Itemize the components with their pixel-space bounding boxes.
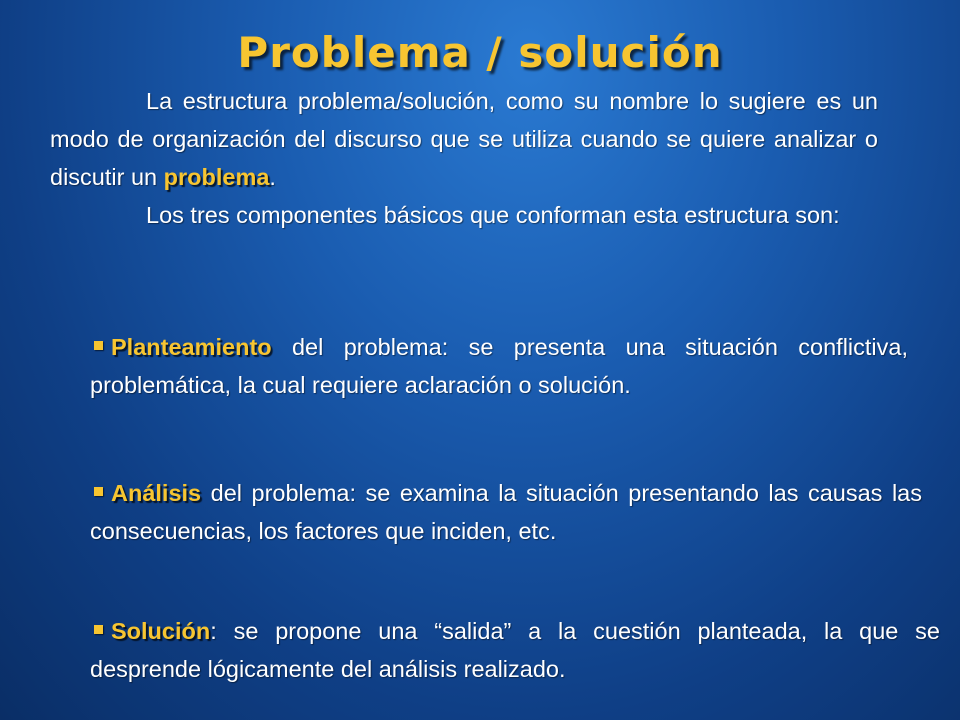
intro-paragraph-2 bbox=[50, 196, 878, 234]
component-term: Análisis bbox=[111, 480, 202, 506]
component-planteamiento bbox=[90, 328, 908, 404]
slide-title: Problema / solución bbox=[237, 28, 723, 77]
square-bullet-icon bbox=[94, 487, 103, 496]
intro-paragraph-1 bbox=[50, 82, 878, 196]
highlight-problema: problema bbox=[163, 164, 270, 190]
intro-text-2: Los tres componentes básicos que conforman esta estructura son: bbox=[146, 202, 840, 228]
square-bullet-icon bbox=[94, 341, 103, 350]
intro-text-1-end: . bbox=[269, 164, 276, 190]
square-bullet-icon bbox=[94, 625, 103, 634]
component-term: Solución bbox=[111, 618, 211, 644]
component-text: del problema: se presenta una situación conflictiva, problemática, la cual requiere aclaración o solución. bbox=[90, 334, 908, 398]
component-solucion bbox=[90, 612, 940, 688]
component-analisis bbox=[90, 474, 922, 550]
component-text: del problema: se examina la situación presentando las causas las consecuencias, los factores que inciden, etc. bbox=[90, 480, 922, 544]
component-term: Planteamiento bbox=[111, 334, 272, 360]
component-text: : se propone una “salida” a la cuestión planteada, la que se desprende lógicamente del análisis realizado. bbox=[90, 618, 940, 682]
intro-text-1: La estructura problema/solución, como su nombre lo sugiere es un modo de organización del discurso que se utiliza cuando se quiere analizar o discutir un bbox=[50, 88, 878, 190]
